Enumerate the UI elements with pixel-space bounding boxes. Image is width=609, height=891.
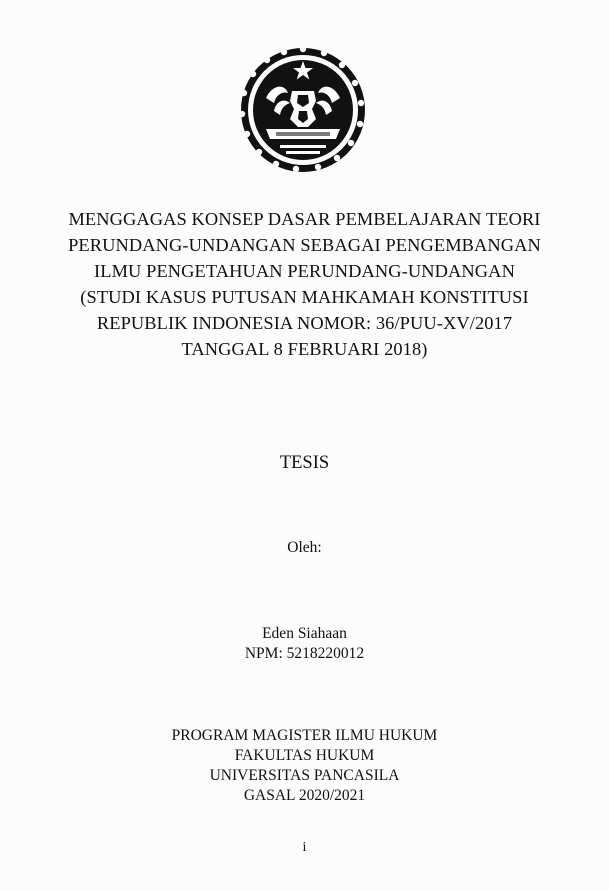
title-line: MENGGAGAS KONSEP DASAR PEMBELAJARAN TEORI	[68, 209, 541, 229]
author-name: Eden Siahaan	[262, 625, 347, 642]
author-block	[0, 624, 609, 664]
document-type: TESIS	[279, 453, 330, 473]
page-number: i	[302, 840, 307, 855]
semester-label: GASAL 2020/2021	[243, 787, 366, 804]
student-id: NPM: 5218220012	[244, 645, 365, 662]
title-line: TANGGAL 8 FEBRUARI 2018)	[181, 339, 428, 359]
institution-block	[0, 726, 609, 806]
title-line: ILMU PENGETAHUAN PERUNDANG-UNDANGAN	[94, 261, 515, 281]
program-name: PROGRAM MAGISTER ILMU HUKUM	[171, 727, 438, 744]
faculty-name: FAKULTAS HUKUM	[234, 747, 375, 764]
title-line: (STUDI KASUS PUTUSAN MAHKAMAH KONSTITUSI	[80, 287, 529, 307]
title-line: REPUBLIK INDONESIA NOMOR: 36/PUU-XV/2017	[96, 313, 513, 333]
by-label: Oleh:	[287, 539, 322, 556]
title-line: PERUNDANG-UNDANGAN SEBAGAI PENGEMBANGAN	[68, 235, 541, 255]
thesis-title	[0, 206, 609, 362]
university-name: UNIVERSITAS PANCASILA	[209, 767, 400, 784]
university-emblem-icon	[236, 43, 370, 177]
